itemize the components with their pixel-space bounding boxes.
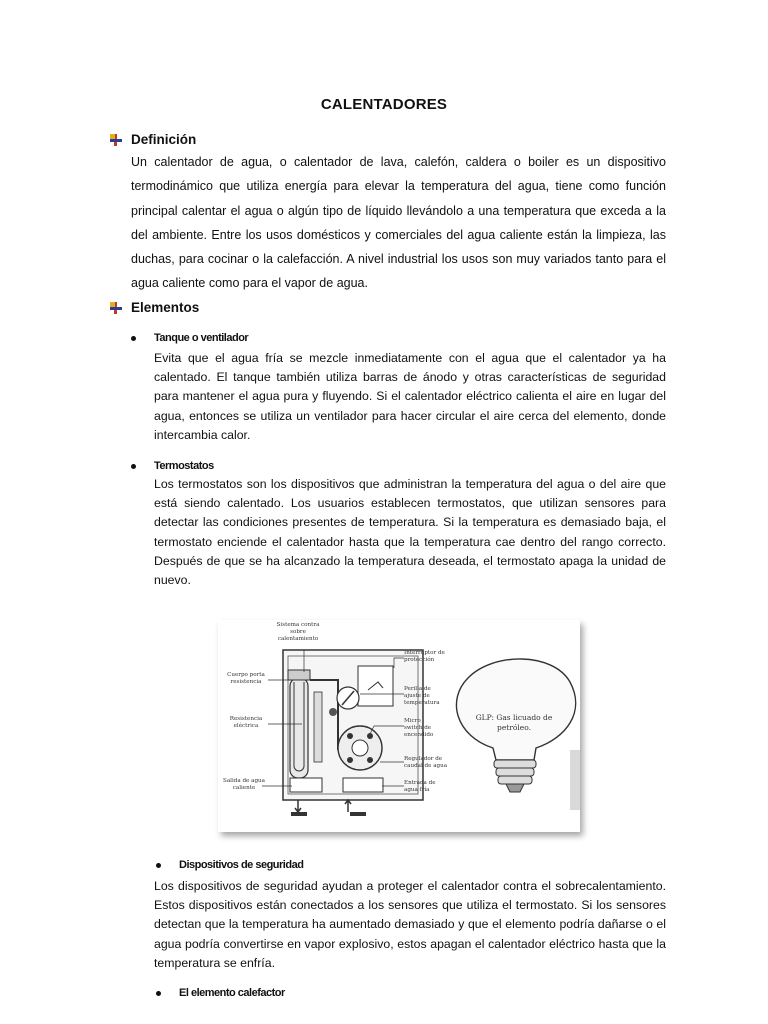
- label-sistema: Sistema contra: [276, 622, 320, 628]
- label-resistencia: eléctrica: [233, 723, 259, 729]
- list-item-title: [156, 987, 285, 999]
- list-item-title: [156, 859, 303, 871]
- label-resistencia: Resistencia: [229, 716, 263, 722]
- item-paragraph: Los dispositivos de seguridad ayudan a proteger el calentador contra el sobrecalentamiento. Estos dispositivos están conectados a los sensores que utiliza el termostato. Si los sensores detectan que la temperatura ha aumentado demasiado y que el elemento podría dañarse o el agua podría convertirse en vapor explosivo, estos apagan el calentador eléctrico hasta que la temperatura se enfría.: [154, 879, 666, 970]
- water-heater-figure: [218, 620, 580, 832]
- label-glp: petróleo.: [497, 723, 531, 732]
- water-heater-diagram: [218, 620, 580, 832]
- label-entrada: agua fría: [404, 787, 430, 793]
- label-cuerpo: resistencia: [230, 679, 262, 685]
- list-item-title: [131, 332, 248, 344]
- label-salida: Salida de agua: [223, 778, 265, 784]
- section-heading-definicion: [110, 132, 196, 147]
- label-micro: switch de: [404, 725, 432, 731]
- section-heading-elementos: [110, 300, 199, 315]
- label-sistema: sobre: [290, 629, 306, 635]
- label-entrada: Entrada de: [404, 780, 436, 786]
- section-bullet-icon: [110, 302, 122, 314]
- item-title-text: El elemento calefactor: [179, 987, 285, 999]
- label-cuerpo: Cuerpo porta: [227, 672, 265, 678]
- section-heading-text: Elementos: [131, 300, 200, 315]
- label-salida: caliente: [232, 785, 256, 791]
- label-micro: Micro: [404, 718, 421, 724]
- label-sistema: calentamiento: [277, 636, 319, 642]
- label-interruptor: Interruptor de: [404, 650, 445, 656]
- item-title-text: Dispositivos de seguridad: [179, 859, 304, 871]
- label-perilla: ajuste de: [404, 693, 430, 699]
- section-bullet-icon: [110, 134, 122, 146]
- label-interruptor: protección: [404, 657, 435, 663]
- bullet-dot-icon: [131, 464, 136, 469]
- label-regulador: Regulador de: [404, 756, 443, 762]
- label-perilla: Perilla de: [404, 686, 431, 692]
- document-title: CALENTADORES: [320, 96, 448, 113]
- label-micro: encendido: [404, 732, 434, 738]
- bullet-dot-icon: [131, 336, 136, 341]
- label-perilla: temperatura: [404, 700, 440, 706]
- item-paragraph: Evita que el agua fría se mezcle inmediatamente con el agua que el calentador ya ha calentado. El tanque también utiliza barras de ánodo y otras características de seguridad para mantener el agua pura y fluyendo. Si el calentador eléctrico calienta el aire en lugar del agua, entonces se utiliza un ventilador para hacer circular el aire cerca del elemento, donde intercambia calor.: [154, 351, 666, 442]
- item-title-text: Termostatos: [154, 460, 214, 472]
- bullet-dot-icon: [156, 991, 161, 996]
- label-glp: GLP: Gas licuado de: [475, 713, 553, 722]
- item-paragraph: Los termostatos son los dispositivos que administran la temperatura del agua o del aire que está siendo calentado. Los usuarios establecen termostatos, que utilizan sensores para detectar las condiciones presentes de temperatura. Si la temperatura es demasiado baja, el termostato enciende el calentador hasta que la temperatura cae dentro del rango correcto. Después de que se ha alcanzado la temperatura deseada, el termostato apaga la unidad de nuevo.: [154, 477, 666, 588]
- bullet-dot-icon: [156, 863, 161, 868]
- definition-paragraph: Un calentador de agua, o calentador de lava, calefón, caldera o boiler es un dispositivo termodinámico que utiliza energía para elevar la temperatura del agua, tiene como función principal calentar el agua o algún tipo de líquido llevándolo a una temperatura que exceda a la del ambiente. Entre los usos domésticos y comerciales del agua caliente están la limpieza, las duchas, para cocinar o la calefacción. A nivel industrial los usos son muy variados tanto para el agua caliente como para el vapor de agua.: [131, 155, 666, 291]
- section-heading-text: Definición: [131, 132, 197, 147]
- label-regulador: caudal de agua: [404, 763, 448, 769]
- list-item-title: [131, 460, 214, 472]
- item-title-text: Tanque o ventilador: [154, 332, 249, 344]
